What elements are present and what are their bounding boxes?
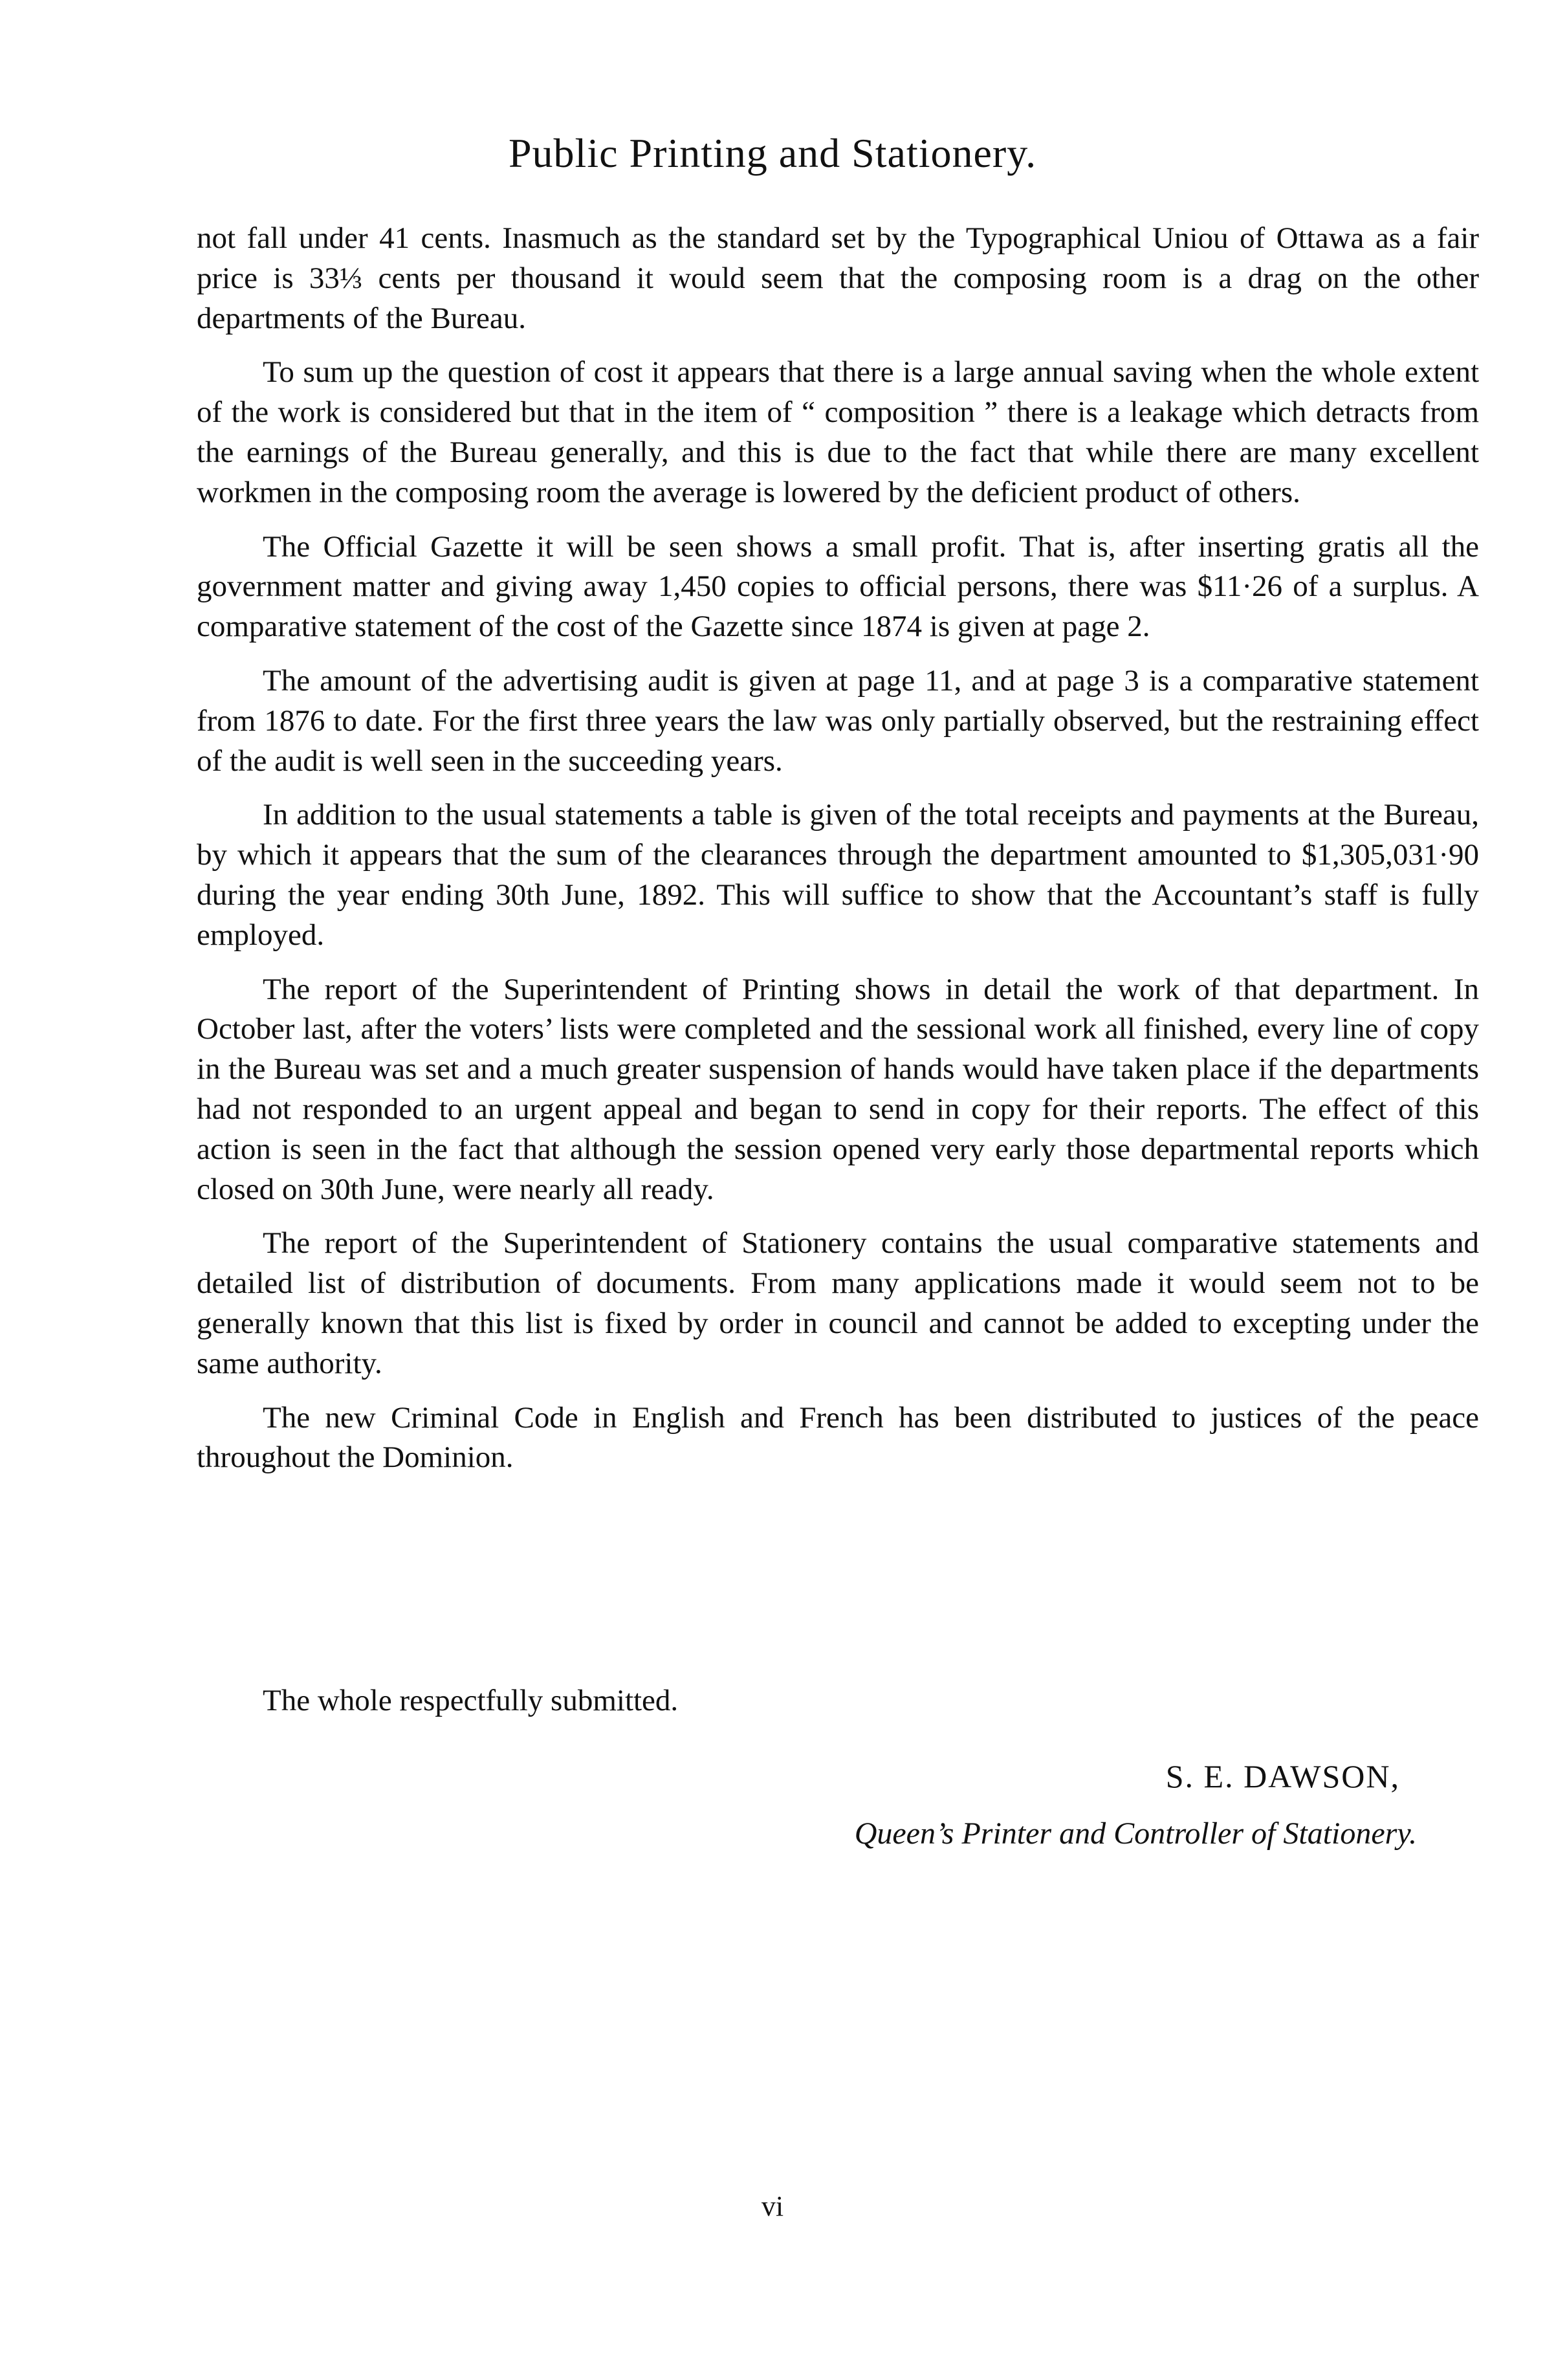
paragraph: The report of the Superintendent of Stationery contains the usual comparative statements and detailed list of distribution of documents. From many applications made it would seem not to be generally known that this list is fixed by order in council and cannot be added to excepting under the same authority.	[197, 1226, 1479, 1380]
signatory-title: Queen’s Printer and Controller of Stationery.	[854, 1816, 1417, 1851]
paragraph: To sum up the question of cost it appears that there is a large annual saving when the whole extent of the work is considered but that in the item of “ composition ” there is a leakage which detracts from the earnings of the Bureau generally, and this is due to the fact that while there are many excellent workmen in the composing room the average is lowered by the deficient product of others.	[197, 355, 1479, 509]
paragraph: not fall under 41 cents. Inasmuch as the standard set by the Typographical Uniou of Ottawa as a fair price is 33⅓ cents per thousand it would seem that the composing room is a drag on the other departments of the Bureau.	[197, 221, 1479, 335]
paragraph: The Official Gazette it will be seen shows a small profit. That is, after inserting gratis all the government matter and giving away 1,450 copies to official persons, there was $11·26 of a surplus. A comparative statement of the cost of the Gazette since 1874 is given at page 2.	[197, 529, 1479, 644]
paragraph: The amount of the advertising audit is given at page 11, and at page 3 is a comparative statement from 1876 to date. For the first three years the law was only partially observed, but the restraining effect of the audit is well seen in the succeeding years.	[197, 663, 1479, 778]
closing-line: The whole respectfully submitted.	[263, 1684, 679, 1717]
page-number: vi	[761, 2190, 784, 2222]
paragraph: In addition to the usual statements a table is given of the total receipts and payments at the Bureau, by which it appears that the sum of the clearances through the department amounted to $1,305,031·90 during the year ending 30th June, 1892. This will suffice to show that the Accountant’s staff is fully employed.	[197, 798, 1479, 952]
paragraph: The new Criminal Code in English and French has been distributed to justices of the peace throughout the Dominion.	[197, 1400, 1479, 1475]
signatory-name: S. E. DAWSON,	[1165, 1758, 1400, 1794]
running-title: Public Printing and Stationery.	[508, 130, 1037, 176]
body-text	[197, 219, 1479, 1492]
paragraph: The report of the Superintendent of Printing shows in detail the work of that department. In October last, after the voters’ lists were completed and the sessional work all finished, every line of copy in the Bureau was set and a much greater suspension of hands would have taken place if the departments had not responded to an urgent appeal and began to send in copy for their reports. The effect of this action is seen in the fact that although the session opened very early those departmental reports which closed on 30th June, were nearly all ready.	[197, 972, 1479, 1206]
